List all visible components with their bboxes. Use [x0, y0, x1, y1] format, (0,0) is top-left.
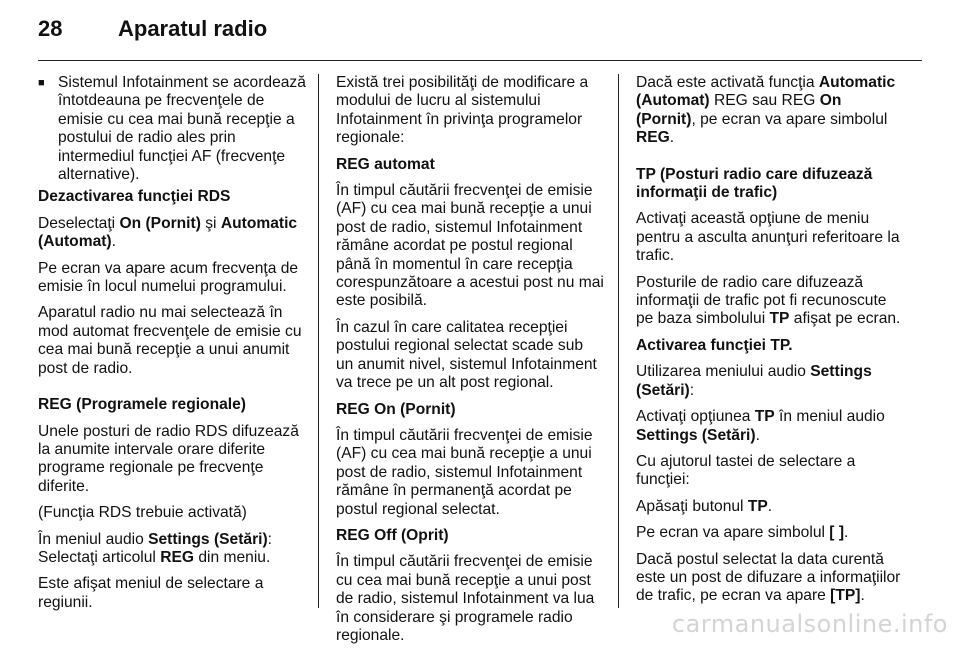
watermark: carmanualsonline.info [671, 610, 948, 638]
column-2 [336, 74, 604, 653]
bullet-square-icon: ■ [38, 77, 45, 89]
paragraph: În meniul audio Settings (Setări): Selectaţi articolul REG din meniu. [38, 530, 273, 566]
paragraph: În timpul căutării frecvenţei de emisie (AF) cu cea mai bună recepţie a unui post de radio, sistemul Infotainment rămâne în permanenţă acordat pe postul regional selectat. [336, 426, 593, 518]
header-divider [38, 60, 922, 61]
paragraph: Posturile de radio care difuzează informaţii de trafic pot fi recunoscute pe baza simbolului TP afişat pe ecran. [636, 273, 901, 328]
section-heading-reg-on: REG On (Pornit) [336, 400, 456, 418]
paragraph: Există trei posibilităţi de modificare a modului de lucru al sistemului Infotainment în privinţa programelor regionale: [336, 74, 589, 147]
column-3 [636, 74, 902, 614]
page-number: 28 [38, 16, 63, 41]
section-heading-tp-activate: Activarea funcţiei TP. [636, 336, 793, 354]
paragraph: Pe ecran va apare simbolul [ ]. [636, 524, 849, 542]
paragraph: Deselectaţi On (Pornit) şi Automatic (Automat). [38, 214, 298, 251]
paragraph: Dacă postul selectat la data curentă este un post de difuzare a informaţiilor de trafic, pe ecran va apare [TP]. [636, 550, 901, 605]
paragraph: În timpul căutării frecvenţei de emisie (AF) cu cea mai bună recepţie a unui post de radio, sistemul Infotainment rămâne acordat pe postul regional până în momentul în care recepţia corespunzătoare a acestui post nu mai este posibilă. [336, 182, 604, 310]
paragraph: Dacă este activată funcţia Automatic (Automat) REG sau REG On (Pornit), pe ecran va apare simbolul REG. [636, 74, 896, 147]
column-divider [318, 74, 319, 608]
column-1 [38, 74, 306, 620]
paragraph: Cu ajutorul tastei de selectare a funcţiei: [636, 452, 856, 489]
paragraph: Aparatul radio nu mai selectează în mod automat frecvenţele de emisie cu cea mai bună recepţie a unui anumit post de radio. [38, 304, 302, 377]
paragraph: Este afişat meniul de selectare a regiunii. [38, 575, 264, 611]
page-title: Aparatul radio [118, 16, 268, 41]
section-heading-rds-deactivate: Dezactivarea funcţiei RDS [38, 188, 231, 206]
paragraph: În cazul în care calitatea recepţiei postului regional selectat scade sub un anumit nivel, sistemul Infotainment va trece pe un alt post regional. [336, 318, 597, 392]
section-heading-reg: REG (Programele regionale) [38, 396, 246, 414]
section-heading-reg-off: REG Off (Oprit) [336, 526, 449, 544]
bullet-text: Sistemul Infotainment se acordează întotdeauna pe frecvenţele de emisie cu cea mai bună recepţie a postului de radio ales prin intermediul funcţiei AF (frecvenţe alternative). [58, 74, 306, 184]
list-item [38, 74, 306, 184]
section-heading-tp: TP (Posturi radio care difuzează informaţii de trafic) [636, 165, 873, 202]
section-heading-reg-automat: REG automat [336, 155, 435, 173]
paragraph: Pe ecran va apare acum frecvenţa de emisie în locul numelui programului. [38, 259, 299, 296]
paragraph: (Funcţia RDS trebuie activată) [38, 504, 247, 522]
paragraph: Unele posturi de radio RDS difuzează la anumite intervale orare diferite programe regionale pe frecvenţe diferite. [38, 422, 299, 495]
paragraph: Activaţi această opţiune de meniu pentru a asculta anunţuri referitoare la trafic. [636, 210, 900, 265]
paragraph: Apăsaţi butonul TP. [636, 497, 773, 515]
paragraph: Activaţi opţiunea TP în meniul audio Settings (Setări). [636, 408, 885, 444]
paragraph: Utilizarea meniului audio Settings (Setări): [636, 363, 872, 399]
column-divider [618, 74, 619, 608]
paragraph: În timpul căutării frecvenţei de emisie cu cea mai bună recepţie a unui post de radio, sistemul Infotainment va lua în considerare şi programele radio regionale. [336, 553, 595, 644]
page-header [38, 16, 267, 50]
